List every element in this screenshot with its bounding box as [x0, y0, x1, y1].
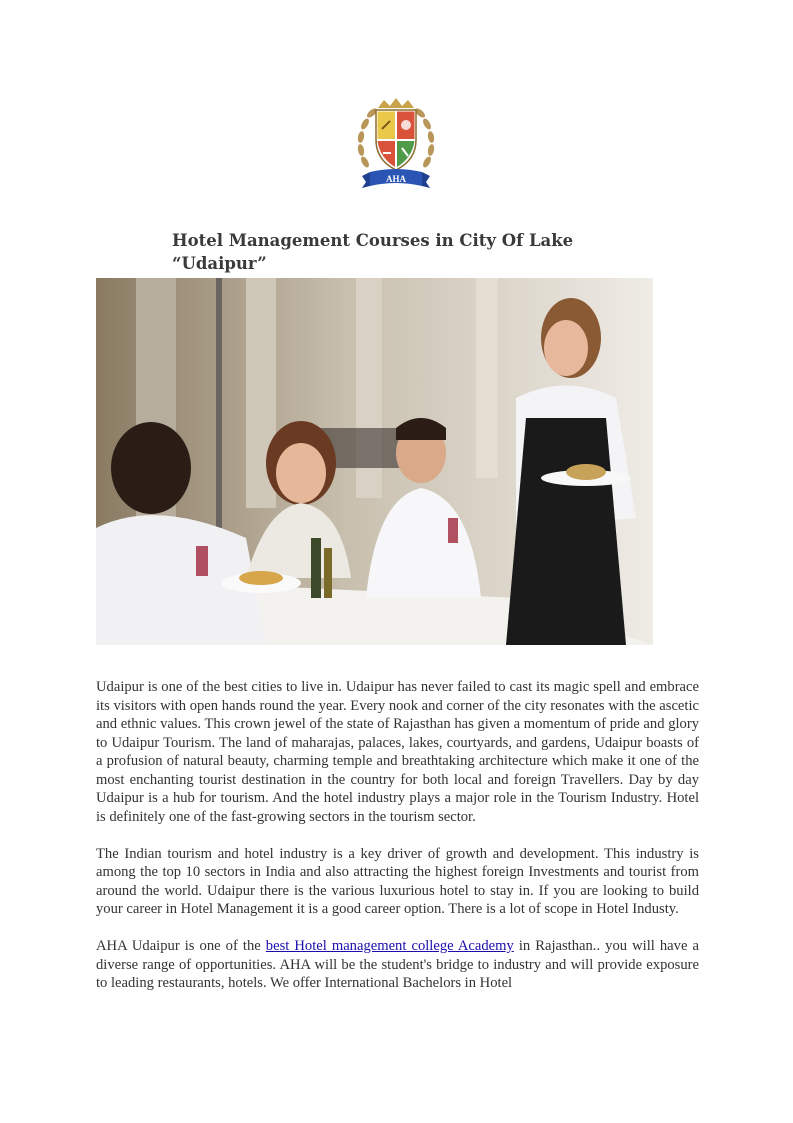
article-body: [96, 678, 699, 1011]
paragraph-aha-udaipur: [96, 937, 699, 993]
paragraph-text-after-link: in Rajasthan.. you will have a diverse range of opportunities. AHA will be the student's bridge to industry and will provide exposure to leading restaurants, hotels. We offer International Bachelors in Hotel: [96, 938, 699, 991]
paragraph-tourism-industry: The Indian tourism and hotel industry is a key driver of growth and development. This industry is among the top 10 sectors in India and also attracting the highest foreign Investments and tourist from around the world. Udaipur there is the various luxurious hotel to stay in. If you are looking to build your career in Hotel Management it is a good career option. There is a lot of scope in Hotel Industy.: [96, 845, 699, 917]
paragraph-text-before-link: AHA Udaipur is one of the: [96, 938, 266, 954]
best-hotel-management-college-link[interactable]: best Hotel management college Academy: [265, 938, 514, 954]
restaurant-photo: [96, 278, 653, 645]
paragraph-udaipur-intro: Udaipur is one of the best cities to live in. Udaipur has never failed to cast its magic spell and embrace its visitors with open hands round the year. Every nook and corner of the city resonates with the ascetic and ethnic values. This crown jewel of the state of Rajasthan has given a momentum of pride and glory to Udaipur Tourism. The land of maharajas, palaces, lakes, courtyards, and gardens, Udaipur boasts of a profusion of natural beauty, charming temple and breathtaking architecture which make it one of the most enchanting tourist destination in the country for both local and foreign Travellers. Day by day Udaipur is a hub for tourism. And the hotel industry plays a major role in the Tourism Industry. Hotel is definitely one of the fast-growing sectors in the tourism sector.: [96, 679, 699, 825]
logo-text: AHA: [386, 174, 406, 184]
title-line-1: Hotel Management Courses in City Of Lake: [172, 231, 574, 250]
title-line-2: “Udaipur”: [172, 254, 267, 273]
aha-logo: [356, 96, 436, 192]
page-title: [172, 229, 592, 275]
